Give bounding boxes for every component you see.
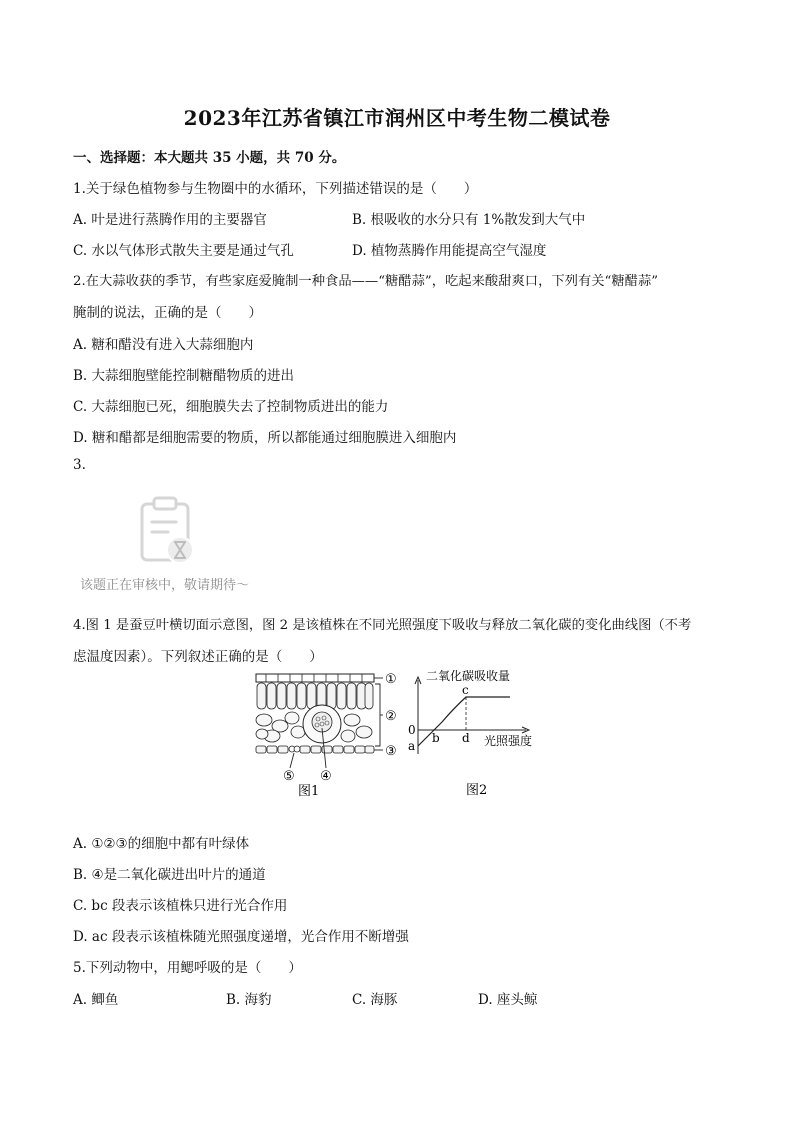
fig1-label-4: ④ [320,769,332,784]
fig2-origin: 0 [408,723,416,737]
q5-option-a: A. 鲫鱼 [73,992,119,1008]
q5-stem: 5.下列动物中，用鳃呼吸的是（ ） [73,960,302,976]
fig2-xlabel: 光照强度 [484,734,533,748]
fig1-label-3: ③ [385,744,397,759]
fig2-point-b: b [432,731,440,745]
q4-option-b: B. ④是二氧化碳进出叶片的通道 [73,867,266,883]
section-heading: 一、选择题：本大题共 35 小题，共 70 分。 [73,150,346,166]
q1-option-d: D. 植物蒸腾作用能提高空气湿度 [352,243,547,259]
q5-option-d: D. 座头鲸 [478,992,538,1008]
q1-option-b: B. 根吸收的水分只有 1%散发到大气中 [352,212,586,228]
fig2-point-d: d [462,731,470,745]
q4-option-c: C. bc 段表示该植株只进行光合作用 [73,898,288,914]
fig1-caption: 图1 [298,784,320,799]
fig1-label-1: ① [385,672,397,687]
q2-stem-line1: 2.在大蒜收获的季节，有些家庭爱腌制一种食品——“糖醋蒜”，吃起来酸甜爽口，下列有关“糖醋蒜” [73,274,659,289]
q5-option-b: B. 海豹 [226,992,272,1008]
q2-option-b: B. 大蒜细胞壁能控制糖醋物质的进出 [73,368,295,384]
q1-option-a: A. 叶是进行蒸腾作用的主要器官 [73,212,267,228]
q4-stem-line2: 虑温度因素）。下列叙述正确的是（ ） [73,649,323,665]
leaf-cross-section-figure [252,668,412,800]
clipboard-hourglass-icon [136,494,198,566]
q3-number: 3. [73,457,86,473]
q4-stem-line1: 4.图 1 是蚕豆叶横切面示意图，图 2 是该植株在不同光照强度下吸收与释放二氧化碳的变化曲线图（不考 [73,618,692,633]
q4-option-a: A. ①②③的细胞中都有叶绿体 [73,836,250,852]
q5-option-c: C. 海豚 [352,992,398,1008]
fig1-label-5: ⑤ [283,769,295,784]
q4-option-d: D. ac 段表示该植株随光照强度递增，光合作用不断增强 [73,929,409,945]
fig2-caption: 图2 [466,783,488,798]
fig2-point-c: c [462,683,469,697]
q2-option-d: D. 糖和醋都是细胞需要的物质，所以都能通过细胞膜进入细胞内 [73,430,457,446]
page-title: 2023年江苏省镇江市润州区中考生物二模试卷 [183,106,611,130]
fig1-label-2: ② [385,709,397,724]
q2-option-c: C. 大蒜细胞已死，细胞膜失去了控制物质进出的能力 [73,399,389,415]
q2-stem-line2: 腌制的说法，正确的是（ ） [73,305,262,321]
q1-option-c: C. 水以气体形式散失主要是通过气孔 [73,243,294,259]
co2-curve-figure [400,664,550,800]
fig2-ylabel: 二氧化碳吸收量 [426,669,511,683]
fig2-point-a: a [408,739,416,753]
q3-review-placeholder: 该题正在审核中，敬请期待～ [80,578,250,593]
q1-stem: 1.关于绿色植物参与生物圈中的水循环，下列描述错误的是（ ） [73,181,478,197]
q2-option-a: A. 糖和醋没有进入大蒜细胞内 [73,337,254,353]
